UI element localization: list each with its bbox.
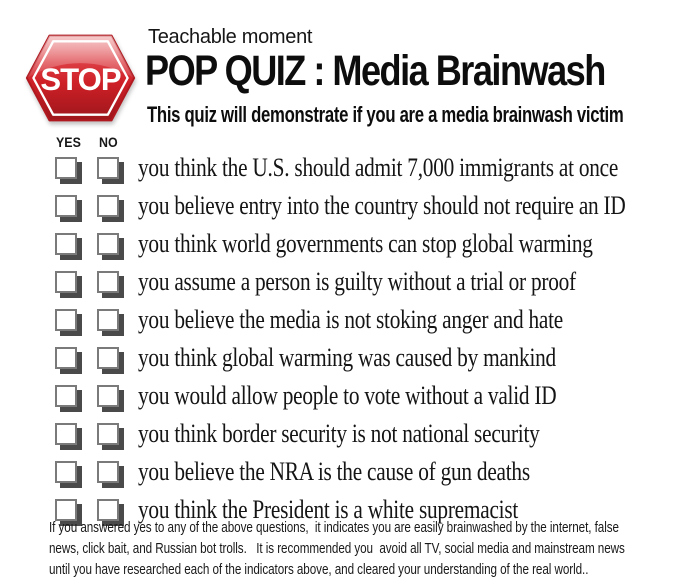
quiz-row: [0, 341, 700, 379]
quiz-item-label: you would allow people to vote without a valid ID: [138, 381, 557, 410]
yes-checkbox[interactable]: [55, 347, 77, 369]
yes-checkbox[interactable]: [55, 423, 77, 445]
no-checkbox[interactable]: [97, 461, 119, 483]
stop-sign-text: STOP: [40, 62, 121, 98]
quiz-item-label: you think the President is a white supremacist: [138, 495, 519, 524]
footer-line: If you answered yes to any of the above questions, it indicates you are easily brainwashed by the internet, false: [49, 519, 619, 536]
footer-line: news, click bait, and Russian bot trolls. It is recommended you avoid all TV, social media and mainstream news: [49, 540, 625, 557]
quiz-row: [0, 455, 700, 493]
quiz-item-label: you believe entry into the country should not require an ID: [138, 191, 626, 220]
yes-checkbox[interactable]: [55, 157, 77, 179]
no-checkbox[interactable]: [97, 423, 119, 445]
quiz-item-label: you assume a person is guilty without a trial or proof: [138, 267, 576, 296]
quiz-row: [0, 417, 700, 455]
yes-checkbox[interactable]: [55, 271, 77, 293]
quiz-item-label: you think border security is not national security: [138, 419, 540, 448]
kicker-text: Teachable moment: [148, 26, 313, 48]
yes-checkbox[interactable]: [55, 195, 77, 217]
footer-disclaimer: [49, 517, 673, 580]
stop-sign-icon: [24, 24, 137, 132]
no-checkbox[interactable]: [97, 233, 119, 255]
footer-line: until you have researched each of the indicators above, and cleared your understanding of the real world..: [49, 561, 589, 578]
quiz-row: [0, 227, 700, 265]
no-checkbox[interactable]: [97, 271, 119, 293]
quiz-item-label: you believe the media is not stoking anger and hate: [138, 305, 563, 334]
yes-checkbox[interactable]: [55, 461, 77, 483]
no-checkbox[interactable]: [97, 309, 119, 331]
page-title: POP QUIZ : Media Brainwash: [145, 47, 605, 95]
quiz-item-label: you think the U.S. should admit 7,000 immigrants at once: [138, 153, 619, 182]
quiz-item-label: you think world governments can stop global warming: [138, 229, 593, 258]
quiz-item-label: you believe the NRA is the cause of gun deaths: [138, 457, 530, 486]
no-checkbox[interactable]: [97, 347, 119, 369]
no-checkbox[interactable]: [97, 385, 119, 407]
no-checkbox[interactable]: [97, 195, 119, 217]
yes-checkbox[interactable]: [55, 309, 77, 331]
page-subtitle: This quiz will demonstrate if you are a media brainwash victim: [147, 102, 624, 127]
quiz-item-label: you think global warming was caused by mankind: [138, 343, 556, 372]
quiz-row: [0, 379, 700, 417]
quiz-row: [0, 151, 700, 189]
quiz-row: [0, 189, 700, 227]
quiz-list: [0, 151, 700, 531]
no-checkbox[interactable]: [97, 157, 119, 179]
quiz-row: [0, 265, 700, 303]
yes-checkbox[interactable]: [55, 385, 77, 407]
yes-column-header: YES: [56, 135, 81, 150]
yes-checkbox[interactable]: [55, 233, 77, 255]
no-column-header: NO: [99, 135, 118, 150]
quiz-row: [0, 303, 700, 341]
